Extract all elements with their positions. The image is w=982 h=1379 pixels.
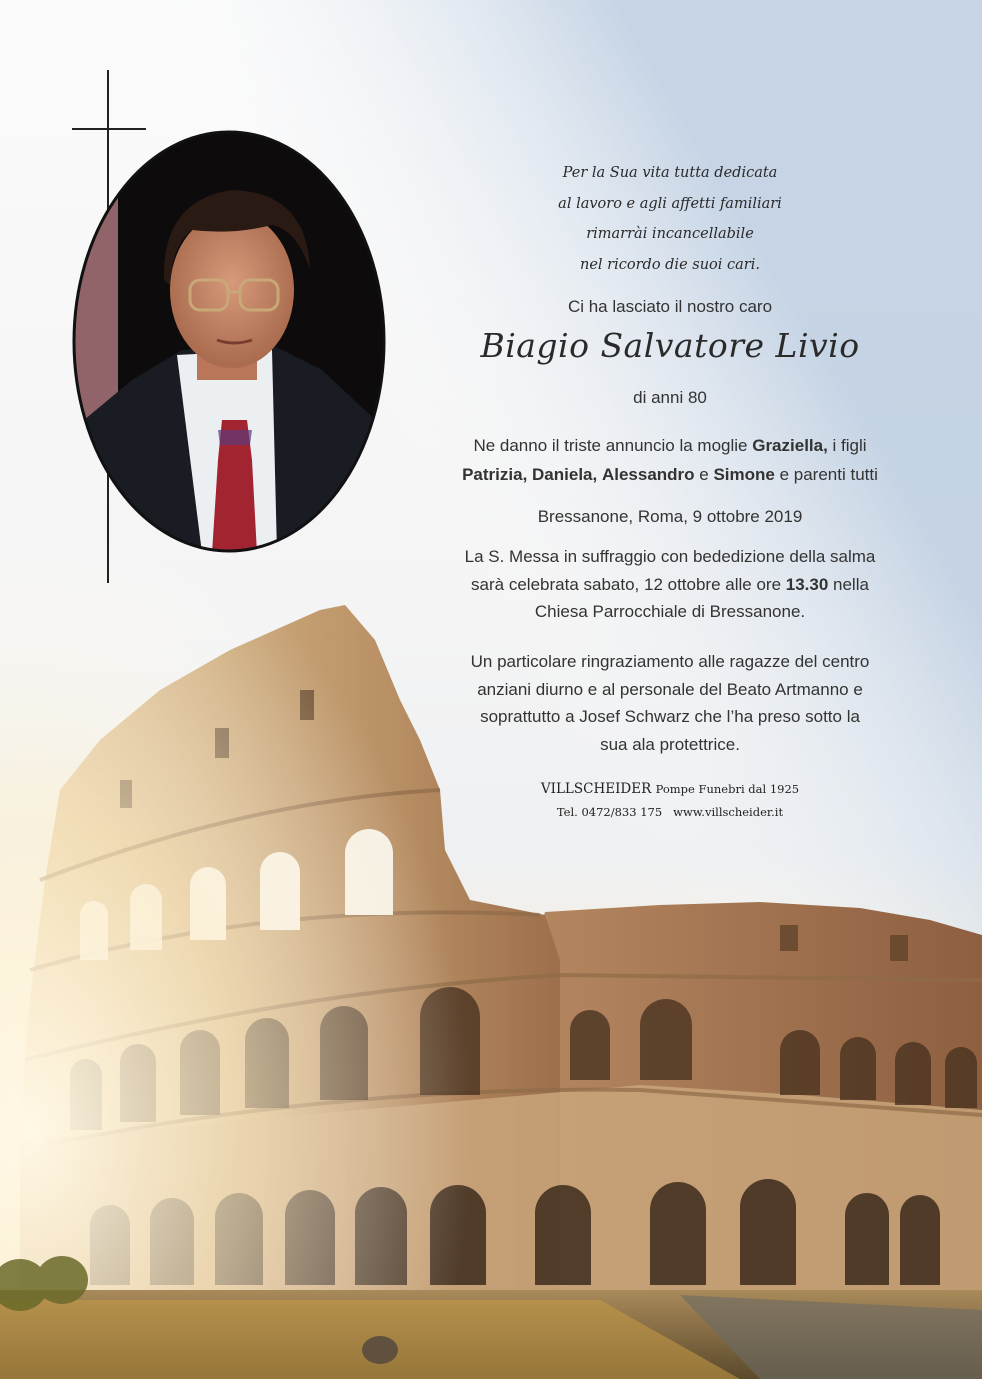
deceased-name: Biagio Salvatore Livio: [480, 326, 860, 365]
announcement-line-1: [400, 431, 940, 460]
website-link[interactable]: www.villscheider.it: [673, 805, 784, 819]
mass-info: [400, 543, 940, 626]
child-name: Simone: [713, 465, 775, 484]
wife-name: Graziella,: [752, 436, 828, 455]
verse-line: Per la Sua vita tutta dedicata: [562, 165, 778, 181]
mass-line-2: [400, 571, 940, 599]
portrait-photo: [72, 130, 386, 553]
verse-line: nel ricordo die suoi cari.: [580, 256, 760, 273]
announcement-line-2: [400, 460, 940, 489]
intro-text: Ci ha lasciato il nostro caro: [567, 297, 773, 316]
mass-line2-prefix: sarà celebrata sabato, 12 ottobre alle ore: [471, 574, 786, 594]
child-name: Patrizia,: [462, 465, 528, 484]
thanks-block: [400, 648, 940, 758]
verse-line: al lavoro e agli affetti familiari: [558, 195, 782, 212]
mass-time: 13.30: [785, 574, 829, 594]
age-text: di anni 80: [633, 388, 707, 407]
child-name: Alessandro: [601, 465, 695, 484]
announcement-line1-suffix: i figli: [827, 436, 867, 455]
footer-company-line: [400, 778, 940, 801]
funeral-home-footer: [400, 778, 940, 824]
phone-number: Tel. 0472/833 175: [556, 805, 663, 819]
thanks-line: soprattutto a Josef Schwarz che l’ha preso sotto la: [480, 707, 860, 726]
announcement-line2-suffix: e parenti tutti: [774, 465, 878, 484]
company-tagline: Pompe Funebri dal 1925: [655, 782, 800, 796]
child-name: Daniela,: [532, 465, 598, 484]
mass-line2-suffix: nella: [828, 574, 869, 594]
verse-block: [400, 158, 940, 280]
announcement: [400, 431, 940, 489]
announcement-prefix: Ne danno il triste annuncio la moglie: [473, 436, 753, 455]
thanks-line: Un particolare ringraziamento alle ragazze del centro: [470, 652, 870, 671]
thanks-line: sua ala protettrice.: [600, 734, 740, 754]
place-date: Bressanone, Roma, 9 ottobre 2019: [537, 507, 803, 526]
verse-line: rimarrài incancellabile: [586, 226, 754, 242]
thanks-line: anziani diurno e al personale del Beato Artmanno e: [477, 679, 863, 699]
footer-contact-line: [400, 801, 940, 824]
company-name: VILLSCHEIDER: [540, 781, 652, 797]
conjunction: e: [694, 465, 714, 484]
mass-line-1: La S. Messa in suffraggio con bededizione della salma: [464, 547, 876, 566]
mass-line-3: Chiesa Parrocchiale di Bressanone.: [534, 602, 806, 621]
